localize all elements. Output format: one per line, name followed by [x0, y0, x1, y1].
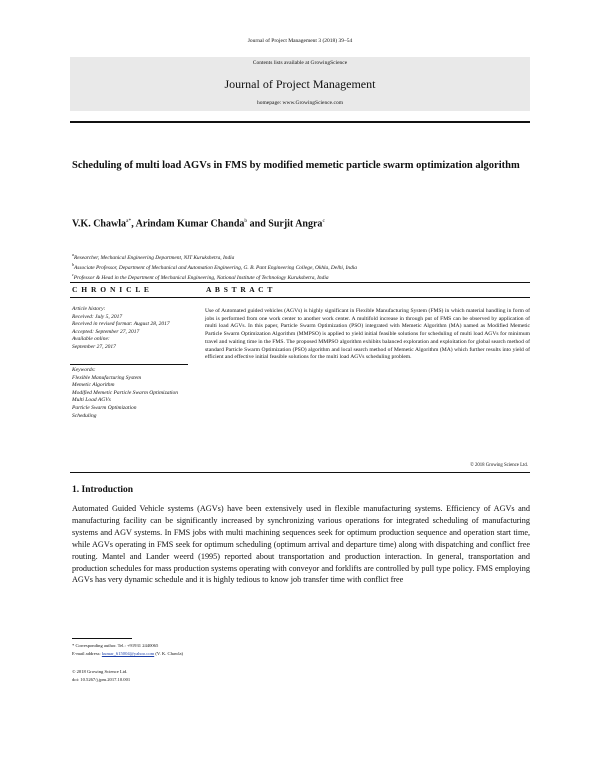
article-history: [72, 306, 186, 352]
author-affiliation-mark: c: [322, 218, 325, 224]
keyword: Memetic Algorithm: [72, 382, 115, 389]
article-title: Scheduling of multi load AGVs in FMS by modified memetic particle swarm optimization algorithm: [72, 160, 520, 171]
section-heading-divider: [70, 297, 530, 298]
keyword: Multi Load AGVs: [72, 397, 111, 404]
footnote-divider: [72, 638, 132, 639]
affiliation-text: Researcher, Mechanical Engineering Department, NIT Kurukshetra, India: [74, 254, 235, 261]
introduction-heading: 1. Introduction: [72, 485, 134, 495]
history-item: Received: July 5, 2017: [72, 313, 123, 320]
history-item: Received in revised format: August 28, 2017: [72, 321, 170, 328]
keywords: [72, 367, 186, 420]
history-label: Article history:: [72, 306, 106, 312]
abstract-heading: A B S T R A C T: [206, 285, 274, 294]
author-name: Surjit Angra: [268, 218, 323, 230]
keyword: Scheduling: [72, 412, 97, 419]
author-separator: and: [247, 218, 269, 230]
keyword: Particle Swarm Optimization: [72, 404, 137, 411]
journal-title: Journal of Project Management: [224, 77, 376, 91]
corresponding-author-note: * Corresponding author. Tel.: +91931 2440065: [72, 643, 159, 648]
affiliation-mark: c: [72, 272, 74, 277]
affiliation-divider: [70, 282, 530, 283]
affiliation-mark: b: [72, 262, 74, 267]
affiliation: [72, 262, 357, 271]
header-divider: [70, 121, 530, 123]
doi: doi: 10.5267/j.jpm.2017.10.001: [72, 677, 131, 682]
author-affiliation-mark: a*: [126, 218, 132, 224]
author-separator: ,: [131, 218, 136, 230]
affiliation-text: Professor & Head in the Department of Mechanical Engineering, National Institute of Technology Kurukshetra, India: [73, 274, 329, 281]
email-note: [72, 651, 183, 656]
abstract-text: Use of Automated guided vehicles (AGVs) is highly significant in Flexible Manufacturing System (FMS) in which material handling in form of jobs is performed from one work center to another work center. A multifold increase in through put of FMS can be observed by application of multi load AGVs. In this paper, Particle Swarm Optimization (PSO) integrated with Memetic Algorithm (MA) named as Modified Memetic Particle Swarm Optimization Algorithm (MMPSO) is applied to yield initial feasible solutions for scheduling of multi load AGVs for minimum travel and waiting time in the FMS. The proposed MMPSO algorithm exhibits balanced exploration and exploitation for global search method of standard Particle Swarm Optimization (PSO) algorithm and local search method of Memetic Algorithm (MA) which further results into yield of efficient and effective initial feasible solutions for the multi load AGVs scheduling problem.: [205, 308, 530, 361]
journal-homepage: homepage: www.GrowingScience.com: [257, 100, 343, 106]
history-item: Available online:: [72, 336, 110, 343]
history-item: Accepted: September 27, 2017: [72, 328, 140, 335]
introduction-text: Automated Guided Vehicle systems (AGVs) have been extensively used in flexible manufacturing systems. Efficiency of AGVs and manufacturing facility can be significantly increased by synchronizing various operations for integrated scheduling of manufacturing systems and AGV systems. In FMS jobs with multi machining sequences seek for optimum production sequence and operation start time, while AGVs operating in FMS seek for optimum scheduling (optimum arrival and departure time) along with dispatching and conflict free routing. Mantel and Lander weerd (1995) reported about transportation and production interaction. In general, transportation and production schedules for mass production systems operating with conveyor and forklifts are controlled by pull type policy. FMS employing AGVs has very dynamic schedule and it is highly tedious to know job transfer time with conflict free: [72, 504, 530, 585]
email-suffix: (V. K. Chawla): [154, 651, 184, 656]
keyword: Flexible Manufacturing System: [72, 374, 142, 381]
email-label: E-mail address:: [72, 651, 102, 656]
chronicle-divider: [70, 364, 188, 365]
keyword: Modified Memetic Particle Swarm Optimization: [72, 389, 179, 396]
chronicle-heading: C H R O N I C L E: [72, 285, 150, 294]
author-affiliation-mark: b: [244, 218, 248, 224]
author-list: [72, 218, 325, 229]
affiliation: [72, 272, 329, 281]
history-item: September 27, 2017: [72, 343, 116, 350]
author-name: Arindam Kumar Chanda: [135, 218, 245, 230]
email-link[interactable]: kumar_615004@yahoo.com: [101, 651, 155, 656]
footer-copyright: © 2018 Growing Science Ltd.: [72, 669, 128, 674]
abstract-copyright: © 2018 Growing Science Ltd.: [470, 463, 528, 468]
abstract-divider: [70, 472, 530, 473]
author-name: V.K. Chawla: [72, 218, 126, 230]
keywords-label: Keywords:: [72, 367, 96, 373]
contents-notice: Contents lists available at GrowingScience: [252, 60, 348, 66]
affiliation: [72, 252, 234, 261]
journal-reference: Journal of Project Management 3 (2018) 39–54: [247, 38, 353, 44]
affiliation-mark: a: [72, 252, 74, 257]
affiliation-text: Associate Professor, Department of Mechanical and Automation Engineering, G. B. Pant Engineering College, Okhla, Delhi, India: [74, 264, 357, 271]
